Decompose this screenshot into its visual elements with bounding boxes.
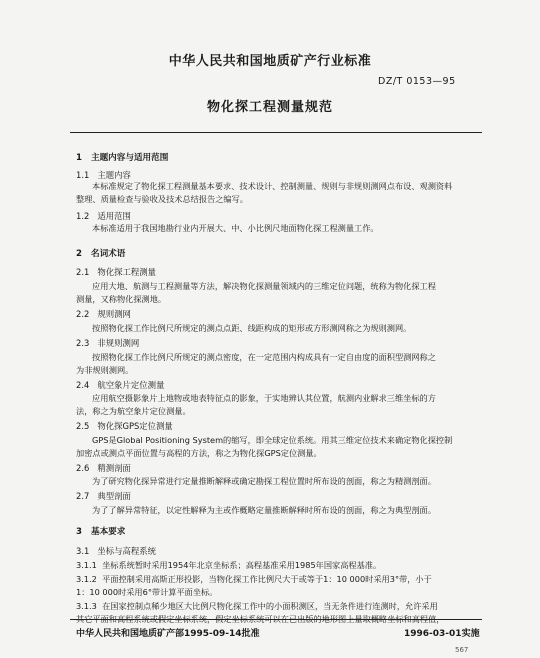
document-title: 物化探工程测量规范 — [206, 100, 333, 115]
section-number: 1 — [76, 153, 82, 163]
paragraph-line: 坐标系统暂时采用1954年北京坐标系；高程基准采用1985年国家高程基准。 — [102, 560, 382, 570]
section-2-2-text: 按照物化探工作比例尺所规定的测点点距、线距构成的矩形或方形测网称之为规则测网。 — [92, 323, 412, 333]
section-2-5-text — [76, 434, 486, 459]
section-3-1-1-text — [76, 559, 381, 572]
section-title: 名词术语 — [90, 249, 126, 259]
clause-number: 3.1.1 — [76, 560, 97, 570]
section-3-1-heading — [76, 545, 156, 557]
section-2-1-heading — [76, 266, 156, 278]
section-number: 1.1 — [76, 170, 90, 180]
section-2-4-text — [76, 392, 486, 417]
section-number: 2.7 — [76, 491, 90, 501]
section-3-1-3-text — [76, 600, 486, 625]
paragraph-line: 测量，又称物化探测地。 — [76, 293, 167, 304]
section-number: 2.1 — [76, 267, 90, 277]
section-1-1-text — [76, 180, 486, 205]
paragraph-line: 应用大地、航测与工程测量等方法，解决物化探测量领域内的三维定位问题，统称为物化探工程 — [92, 281, 436, 291]
section-title: 主题内容与适用范围 — [90, 153, 169, 163]
section-number: 2.2 — [76, 309, 90, 319]
paragraph-line: 整理、质量检查与验收及技术总结报告之编写。 — [76, 193, 248, 204]
section-title: 物化探工程测量 — [97, 267, 156, 277]
section-2-7-heading — [76, 490, 131, 502]
section-title: 典型剖面 — [97, 491, 131, 501]
section-1-heading — [76, 151, 168, 163]
section-3-1-2-text — [76, 573, 486, 598]
section-2-heading — [76, 247, 125, 259]
approval-note: 中华人民共和国地质矿产部1995-09-14批准 — [76, 629, 260, 639]
section-2-5-heading — [76, 420, 173, 432]
paragraph-line: 在国家控制点稀少地区大比例尺物化探工作中的小面积测区，当无条件进行连测时，允许采用 — [102, 601, 438, 611]
paragraph-line: 平面控制采用高斯正形投影，当物化探工作比例尺大于或等于1：10 000时采用3°带，小于 — [102, 574, 432, 584]
section-number: 2.3 — [76, 338, 90, 348]
top-divider — [70, 132, 482, 133]
standard-header-title: 中华人民共和国地质矿产行业标准 — [168, 54, 372, 69]
section-title: 精测剖面 — [97, 463, 131, 473]
section-1-2-text: 本标准适用于我国地勘行业内开展大、中、小比例尺地面物化探工程测量工作。 — [92, 223, 379, 233]
section-number: 3 — [76, 527, 82, 537]
section-2-4-heading — [76, 379, 164, 391]
paragraph-line: GPS是Global Positioning System的缩写，即全球定位系统。用其三维定位技术来确定物化探控制 — [92, 435, 453, 445]
section-title: 物化探GPS定位测量 — [97, 421, 173, 431]
section-number: 2.4 — [76, 380, 90, 390]
section-3-heading — [76, 525, 125, 537]
section-number: 1.2 — [76, 211, 90, 221]
page-number: 567 — [455, 646, 469, 654]
section-2-7-text: 为了了解异常特征，以定性解释为主或作概略定量推断解释时所布设的剖面，称之为典型剖面。 — [92, 505, 436, 515]
section-2-3-text — [76, 351, 486, 376]
implementation-date: 1996-03-01实施 — [404, 629, 480, 639]
section-2-3-heading — [76, 337, 139, 349]
section-title: 规则测网 — [97, 309, 131, 319]
standard-code: DZ/T 0153—95 — [378, 76, 456, 87]
section-number: 2 — [76, 249, 82, 259]
section-title: 主题内容 — [97, 170, 131, 180]
section-title: 坐标与高程系统 — [97, 546, 156, 556]
bottom-divider — [70, 619, 482, 620]
paragraph-line: 法，称之为航空象片定位测量。 — [76, 405, 191, 416]
section-number: 3.1 — [76, 546, 90, 556]
section-title: 航空象片定位测量 — [97, 380, 165, 390]
section-2-1-text — [76, 280, 486, 305]
section-title: 非规则测网 — [97, 338, 140, 348]
section-number: 2.5 — [76, 421, 90, 431]
paragraph-line: 按照物化探工作比例尺所规定的测点密度，在一定范围内构成具有一定自由度的面积型测网称之 — [92, 352, 436, 362]
section-2-6-text: 为了研究物化探异常进行定量推断解释或确定勘探工程位置时所布设的剖面，称之为精测剖面。 — [92, 476, 436, 486]
section-number: 2.6 — [76, 463, 90, 473]
paragraph-line: 应用航空摄影象片上地物或地表特征点的影象，于实地辨认其位置，航测内业解求三维坐标的方 — [92, 393, 436, 403]
paragraph-line: 为非规则测网。 — [76, 364, 134, 375]
section-2-6-heading — [76, 462, 131, 474]
clause-number: 3.1.2 — [76, 574, 97, 584]
section-2-2-heading — [76, 308, 131, 320]
section-title: 基本要求 — [90, 527, 126, 537]
paragraph-line: 本标准规定了物化探工程测量基本要求、技术设计、控制测量、规则与非规则测网点布设、观测资料 — [92, 181, 453, 191]
section-1-2-heading — [76, 210, 131, 222]
paragraph-line: 1：10 000时采用6°带计算平面坐标。 — [76, 586, 218, 597]
paragraph-line: 加密点或测点平面位置与高程的方法，称之为物化探GPS定位测量。 — [76, 447, 322, 458]
section-title: 适用范围 — [97, 211, 131, 221]
clause-number: 3.1.3 — [76, 601, 97, 611]
